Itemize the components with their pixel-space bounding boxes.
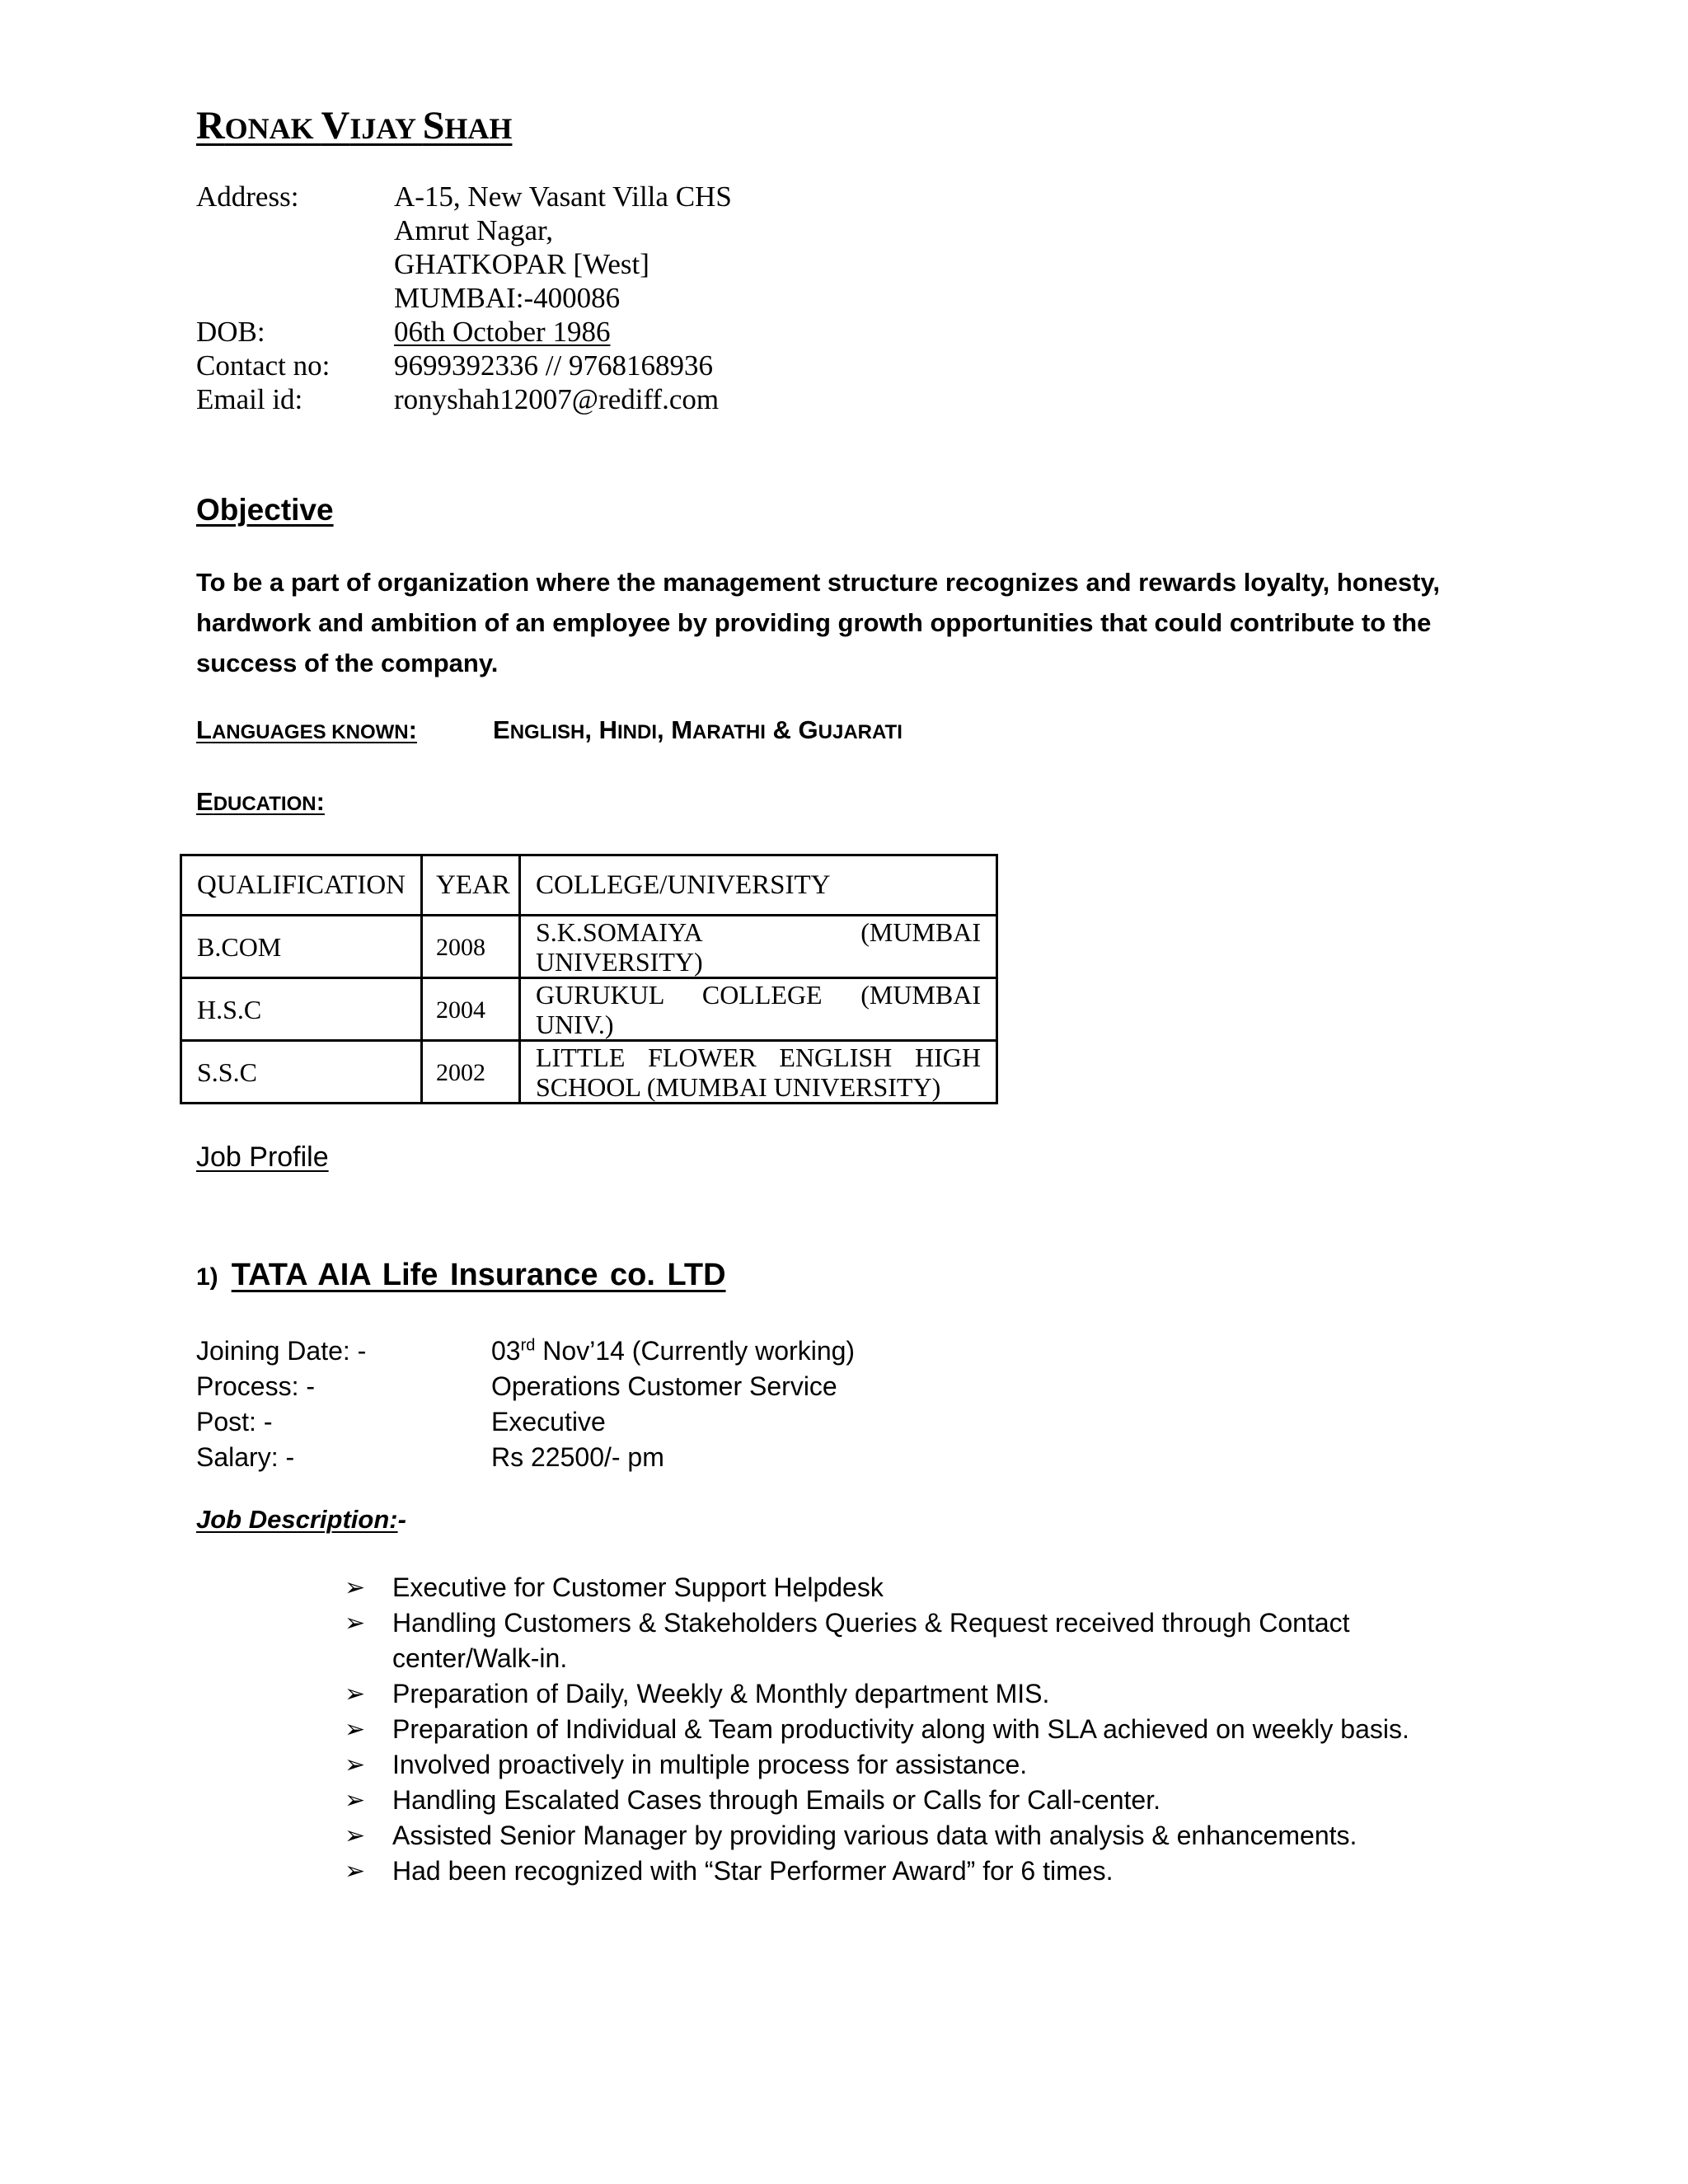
company-heading xyxy=(196,1258,726,1293)
table-row xyxy=(181,916,997,978)
list-item-text: Involved proactively in multiple process for assistance. xyxy=(392,1750,1028,1779)
table-row xyxy=(181,1041,997,1104)
salary-value: Rs 22500/- pm xyxy=(491,1442,664,1472)
arrow-bullet-icon: ➢ xyxy=(345,1715,366,1744)
text-run: ONAK xyxy=(224,112,321,145)
list-item xyxy=(345,1676,1457,1712)
text-run: E xyxy=(493,715,510,744)
text-run: INDI xyxy=(617,721,657,743)
contact-row xyxy=(196,349,732,382)
text-run: , M xyxy=(656,715,693,744)
joining-row xyxy=(196,1333,855,1369)
arrow-bullet-icon: ➢ xyxy=(345,1821,366,1850)
address-label: Address: xyxy=(196,180,299,213)
text-run: & G xyxy=(765,715,818,744)
list-item-text: Had been recognized with “Star Performer Award” for 6 times. xyxy=(392,1856,1114,1886)
joining-sup: rd xyxy=(520,1336,536,1355)
arrow-bullet-icon: ➢ xyxy=(345,1609,366,1638)
column-header-year: YEAR xyxy=(421,855,519,916)
list-item xyxy=(345,1712,1457,1747)
arrow-bullet-icon: ➢ xyxy=(345,1573,366,1602)
text-run: S xyxy=(422,104,445,148)
post-row xyxy=(196,1404,855,1440)
text-run: UJARATI xyxy=(818,721,903,743)
company-name: TATA AIA Life Insurance co. LTD xyxy=(231,1258,726,1292)
list-item xyxy=(345,1747,1457,1783)
email-value: ronyshah12007@rediff.com xyxy=(394,383,720,415)
text-run: ANGUAGES KNOWN xyxy=(211,721,409,743)
text-run: HAH xyxy=(444,112,513,145)
list-item-text: Handling Escalated Cases through Emails or Calls for Call-center. xyxy=(392,1785,1160,1815)
process-label: Process: - xyxy=(196,1371,316,1401)
text-run: IJAY xyxy=(349,112,423,145)
job-description-heading xyxy=(196,1505,406,1535)
column-header-qualification: QUALIFICATION xyxy=(181,855,422,916)
languages-row xyxy=(196,715,903,745)
address-line: GHATKOPAR [West] xyxy=(394,248,649,280)
arrow-bullet-icon: ➢ xyxy=(345,1680,366,1708)
salary-label: Salary: - xyxy=(196,1442,295,1472)
objective-heading: Objective xyxy=(196,493,334,527)
process-row xyxy=(196,1369,855,1404)
job-profile-heading: Job Profile xyxy=(196,1141,329,1173)
company-number: 1) xyxy=(196,1263,218,1291)
address-value xyxy=(394,180,732,315)
arrow-bullet-icon: ➢ xyxy=(345,1750,366,1779)
contact-label: Contact no: xyxy=(196,349,331,382)
list-item xyxy=(345,1783,1457,1818)
list-item-text: Executive for Customer Support Helpdesk xyxy=(392,1572,884,1602)
email-label: Email id: xyxy=(196,383,303,415)
education-table xyxy=(180,854,998,1104)
list-item-text: Preparation of Daily, Weekly & Monthly department MIS. xyxy=(392,1679,1050,1708)
education-heading xyxy=(196,787,325,817)
qualification-cell: B.COM xyxy=(181,916,422,978)
text-run: , H xyxy=(584,715,617,744)
list-item-text: Handling Customers & Stakeholders Queries & Request received through Contact center/Walk-in. xyxy=(392,1608,1350,1673)
list-item xyxy=(345,1854,1457,1889)
objective-text: To be a part of organization where the management structure recognizes and rewards loyalty, honesty, hardwork and ambition of an employee by providing growth opportunities that could contribute to the success of the company. xyxy=(196,568,1440,677)
process-value: Operations Customer Service xyxy=(491,1371,837,1401)
year-cell xyxy=(421,1041,519,1104)
address-line: Amrut Nagar, xyxy=(394,214,553,246)
dob-value: 06th October 1986 xyxy=(394,316,611,348)
arrow-bullet-icon: ➢ xyxy=(345,1786,366,1815)
job-description-suffix: - xyxy=(397,1505,406,1534)
college-cell: S.K.SOMAIYA (MUMBAI UNIVERSITY) xyxy=(519,916,996,978)
joining-value xyxy=(491,1333,855,1369)
post-label: Post: - xyxy=(196,1407,273,1436)
email-row xyxy=(196,382,732,416)
table-header-row xyxy=(181,855,997,916)
text-run: NGLISH xyxy=(509,721,585,743)
qualification-cell: H.S.C xyxy=(181,978,422,1041)
arrow-bullet-icon: ➢ xyxy=(345,1857,366,1886)
joining-label: Joining Date: - xyxy=(196,1336,367,1366)
year-cell xyxy=(421,978,519,1041)
list-item-text: Preparation of Individual & Team productivity along with SLA achieved on weekly basis. xyxy=(392,1714,1409,1744)
list-item xyxy=(345,1818,1457,1854)
text-run: V xyxy=(321,104,350,148)
personal-info xyxy=(196,180,732,416)
job-description-label: Job Description: xyxy=(196,1505,398,1534)
dob-row xyxy=(196,315,732,349)
year-text: 2002 xyxy=(435,1058,485,1086)
joining-rest: Nov’14 (Currently working) xyxy=(535,1336,856,1366)
college-cell: LITTLE FLOWER ENGLISH HIGH SCHOOL (MUMBAI UNIVERSITY) xyxy=(519,1041,996,1104)
address-line: MUMBAI:-400086 xyxy=(394,282,621,314)
post-value: Executive xyxy=(491,1407,606,1436)
languages-label xyxy=(196,715,493,745)
text-run: E xyxy=(196,787,213,816)
text-run: : xyxy=(408,715,417,744)
text-run: R xyxy=(196,104,225,148)
year-text: 2004 xyxy=(435,996,485,1024)
year-cell xyxy=(421,916,519,978)
job-details xyxy=(196,1333,855,1475)
text-run: : xyxy=(316,787,325,816)
languages-value xyxy=(493,715,903,745)
job-description-list xyxy=(345,1570,1457,1889)
year-text: 2008 xyxy=(435,933,485,961)
text-run: DUCATION xyxy=(213,793,316,815)
list-item xyxy=(345,1570,1457,1605)
list-item xyxy=(345,1605,1457,1676)
table-row xyxy=(181,978,997,1041)
qualification-cell: S.S.C xyxy=(181,1041,422,1104)
contact-value: 9699392336 // 9768168936 xyxy=(394,349,713,382)
column-header-college: COLLEGE/UNIVERSITY xyxy=(519,855,996,916)
dob-label: DOB: xyxy=(196,316,265,348)
candidate-name xyxy=(196,103,512,148)
joining-day: 03 xyxy=(491,1336,521,1366)
college-cell: GURUKUL COLLEGE (MUMBAI UNIV.) xyxy=(519,978,996,1041)
list-item-text: Assisted Senior Manager by providing various data with analysis & enhancements. xyxy=(392,1821,1357,1850)
salary-row xyxy=(196,1440,855,1475)
text-run: ARATHI xyxy=(692,721,766,743)
text-run: L xyxy=(196,715,212,744)
address-row xyxy=(196,180,732,315)
address-line: A-15, New Vasant Villa CHS xyxy=(394,180,732,213)
